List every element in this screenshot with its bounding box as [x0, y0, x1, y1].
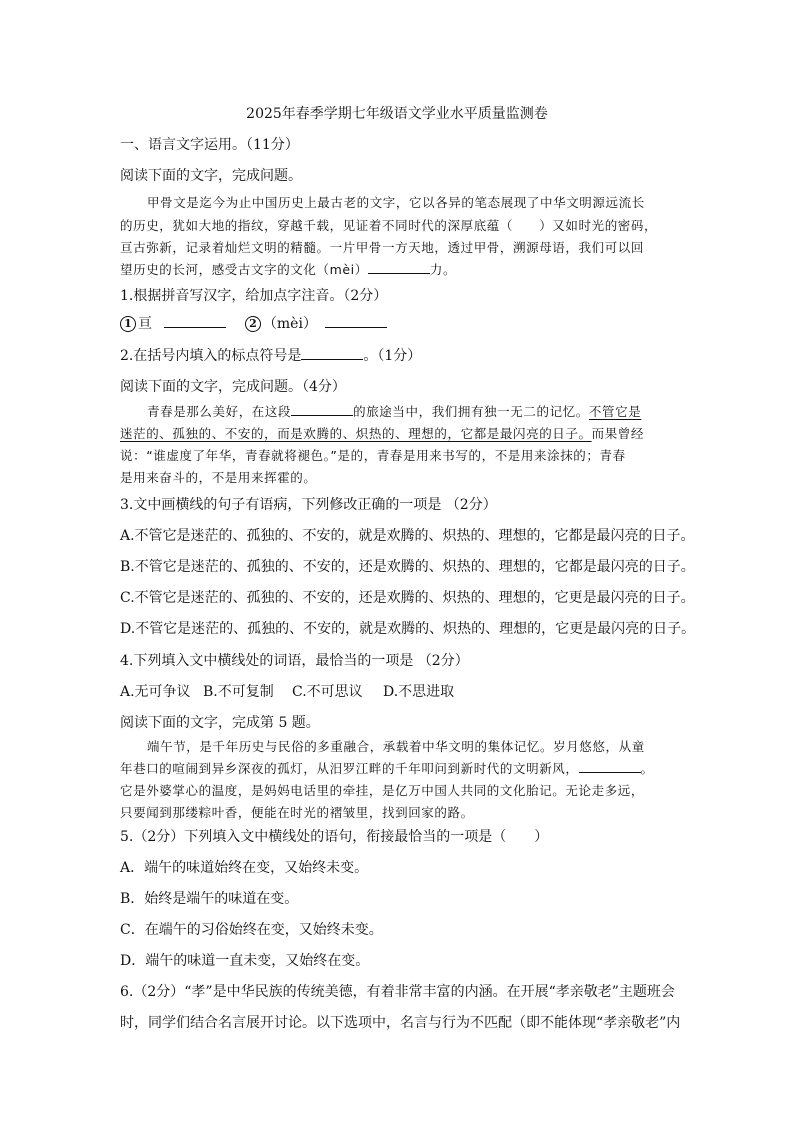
passage-text: 望历史的长河，感受古文字的文化（mèi）	[120, 262, 368, 277]
passage-text: 的旅途当中，我们拥有独一无二的记忆。	[353, 404, 589, 419]
option-a[interactable]: A.不管它是迷茫的、孤独的、不安的，就是欢腾的、炽热的、理想的，它都是最闪亮的日子。	[120, 528, 695, 544]
passage-line: 它是外婆掌心的温度，是妈妈电话里的牵挂，是亿万中国人共同的文化胎记。无论走多远，	[120, 783, 645, 798]
option-c[interactable]: C.不可思议	[292, 684, 363, 700]
passage-line: 甲骨文是迄今为止中国历史上最古老的文字，它以各异的笔态展现了中华文明源远流长	[147, 195, 645, 210]
question-2	[120, 345, 421, 365]
item-text: 亘	[138, 316, 152, 332]
fill-blank[interactable]	[368, 261, 430, 274]
question-5: 5.（2分）下列填入文中横线处的语句，衔接最恰当的一项是（ ）	[120, 829, 549, 845]
question-1-items	[120, 313, 387, 333]
underlined-sentence: 迷茫的、孤独的、不安的，而是欢腾的、炽热的、理想的，它都是最闪亮的日子。	[120, 426, 592, 441]
underlined-sentence: 不管它是	[588, 404, 642, 419]
passage-text: 而果曾经	[591, 426, 645, 441]
passage-text: 青春是那么美好，在这段	[147, 404, 292, 419]
passage-line: 亘古弥新，记录着灿烂文明的精髓。一片甲骨一方天地，透过甲骨，溯源母语，我们可以回	[120, 240, 645, 255]
reading-instruction: 阅读下面的文字，完成问题。	[120, 168, 302, 184]
option-d[interactable]: D.不管它是迷茫的、孤独的、不安的，就是欢腾的、炽热的、理想的，它更是最闪亮的日子。	[120, 621, 696, 637]
passage-line: 是用来奋斗的，不是用来挥霍的。	[120, 470, 317, 485]
passage-line: 只要闻到那缕粽叶香，便能在时光的褶皱里，找到回家的路。	[120, 805, 474, 820]
option-b[interactable]: B.不管它是迷茫的、孤独的、不安的，还是欢腾的、炽热的、理想的，它都是最闪亮的日子。	[120, 559, 695, 575]
question-6: 6.（2分）“孝”是中华民族的传统美德，有着非常丰富的内涵。在开展“孝亲敬老”主题班会	[120, 984, 675, 1000]
passage-text: 年巷口的喧闹到异乡深夜的孤灯，从汨罗江畔的千年叩问到新时代的文明新风，	[120, 761, 579, 776]
answer-blank[interactable]	[325, 315, 387, 328]
option-b[interactable]: B.不可复制	[203, 684, 274, 700]
passage-line: 端午节，是千年历史与民俗的多重融合，承载着中华文明的集体记忆。岁月悠悠，从童	[147, 739, 645, 754]
question-6-continued: 时，同学们结合名言展开讨论。以下选项中，名言与行为不匹配（即不能体现“孝亲敬老”内	[120, 1015, 681, 1031]
answer-blank[interactable]	[164, 315, 226, 328]
fill-blank[interactable]	[579, 760, 641, 773]
option-b[interactable]: B．始终是端午的味道在变。	[120, 891, 299, 907]
passage-line	[147, 402, 641, 420]
question-1: 1.根据拼音写汉字，给加点字注音。（2分）	[120, 288, 388, 304]
passage-line	[120, 424, 644, 442]
answer-blank[interactable]	[301, 347, 363, 360]
question-text: 。（1分）	[363, 348, 422, 364]
passage-text: 力。	[429, 262, 457, 277]
option-d[interactable]: D.不思进取	[383, 684, 455, 700]
section-heading: 一、语言文字运用。（11分）	[120, 137, 299, 153]
passage-text: 。	[640, 761, 654, 776]
reading-instruction: 阅读下面的文字，完成第 5 题。	[120, 715, 320, 731]
reading-instruction: 阅读下面的文字，完成问题。（4分）	[120, 379, 346, 395]
passage-line: 说：“谁虚度了年华，青春就将褪色。”是的，青春是用来书写的，不是用来涂抹的；青春	[120, 448, 626, 463]
page-title: 2025年春季学期七年级语文学业水平质量监测卷	[246, 106, 548, 122]
option-c[interactable]: C.不管它是迷茫的、孤独的、不安的，还是欢腾的、炽热的、理想的，它更是最闪亮的日子。	[120, 590, 695, 606]
fill-blank[interactable]	[291, 403, 353, 416]
passage-line: 的历史，犹如大地的指纹，穿越千载，见证着不同时代的深厚底蕴（ ）又如时光的密码，	[120, 218, 658, 233]
option-a[interactable]: A.无可争议	[120, 684, 191, 700]
passage-line	[120, 260, 456, 278]
item-text: （mèi）	[262, 316, 317, 332]
question-text: 2.在括号内填入的标点符号是	[120, 348, 302, 364]
question-3: 3.文中画横线的句子有语病，下列修改正确的一项是 （2分）	[120, 497, 497, 513]
passage-line	[120, 759, 654, 777]
option-d[interactable]: D．端午的味道一直未变，又始终在变。	[120, 953, 370, 969]
question-4: 4.下列填入文中横线处的词语，最恰当的一项是 （2分）	[120, 653, 469, 669]
circled-number-1: 1	[120, 316, 136, 332]
option-c[interactable]: C．在端午的习俗始终在变，又始终未变。	[120, 922, 383, 938]
circled-number-2: 2	[245, 316, 261, 332]
option-a[interactable]: A．端午的味道始终在变，又始终未变。	[120, 860, 369, 876]
